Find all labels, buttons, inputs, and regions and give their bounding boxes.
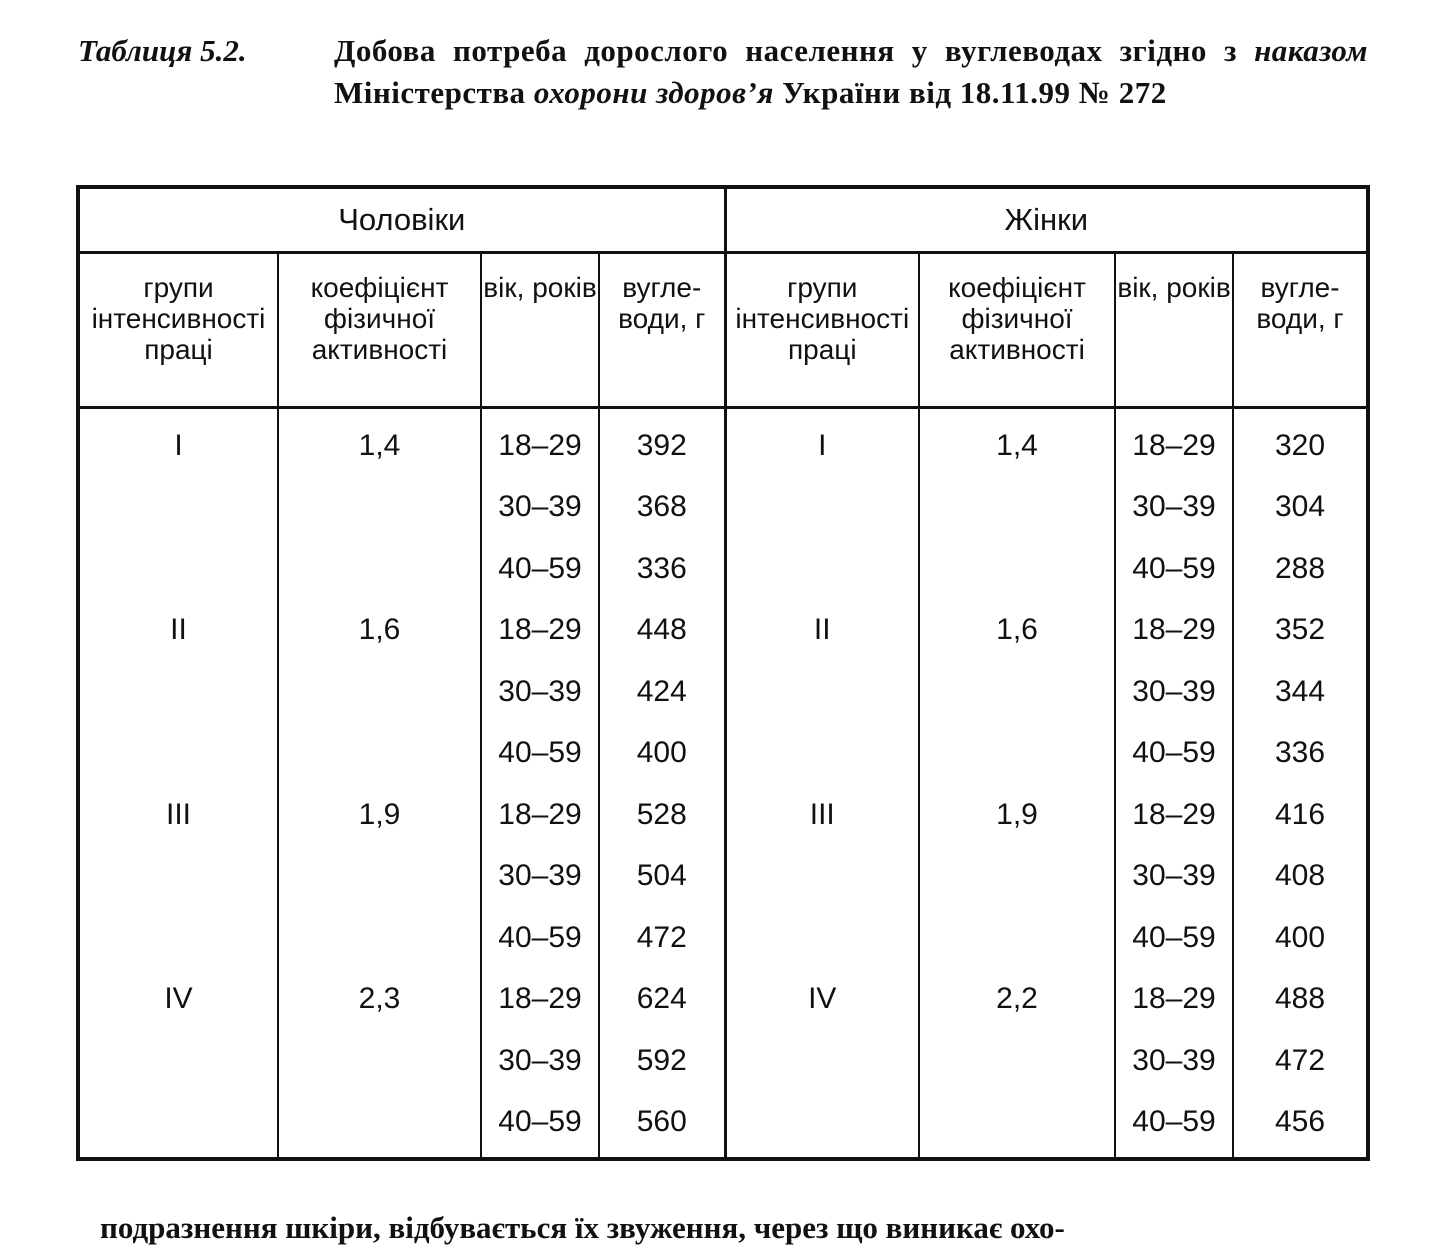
table-cell (725, 1092, 919, 1160)
table-cell (919, 538, 1115, 600)
table-cell (278, 907, 481, 969)
caption-text-part3: України від 18.11.99 № 272 (773, 75, 1167, 110)
table-cell: 488 (1274, 982, 1326, 1016)
caption-text-part1: Добова потреба дорослого населення у вуглеводах згідно з (334, 33, 1255, 68)
column-header: вуглеводи, г (1233, 253, 1368, 408)
column-header: групи інтенсивності праці (725, 253, 919, 408)
table-cell: 30–39 (1115, 846, 1233, 908)
table-caption (78, 30, 1368, 114)
table-row (78, 784, 1368, 846)
group-header-row (78, 187, 1368, 253)
table-cell: II (725, 600, 919, 662)
table-cell: 344 (1274, 674, 1326, 708)
table-cell: 416 (1274, 797, 1326, 831)
table-cell: I (725, 408, 919, 477)
table-row (78, 600, 1368, 662)
table-cell: 2,2 (919, 969, 1115, 1031)
table-cell: 18–29 (481, 784, 599, 846)
table-cell (78, 907, 278, 969)
table-cell: 40–59 (481, 907, 599, 969)
caption-text (334, 30, 1368, 114)
table-cell: 1,4 (278, 408, 481, 477)
table-cell: 304 (1274, 490, 1326, 524)
table-cell: 18–29 (1115, 600, 1233, 662)
table-cell: 40–59 (481, 538, 599, 600)
table-row (78, 907, 1368, 969)
table-cell: 472 (1274, 1043, 1326, 1077)
column-header: вік, років (1115, 253, 1233, 408)
column-header: вуглеводи, г (599, 253, 725, 408)
caption-text-italic1: наказом (1254, 33, 1368, 68)
group-header-men: Чоловіки (78, 187, 725, 253)
table-row (78, 1092, 1368, 1160)
table-cell: 336 (1274, 736, 1326, 770)
table-cell (278, 477, 481, 539)
table-cell (278, 661, 481, 723)
table-cell: II (78, 600, 278, 662)
table-cell: 408 (1274, 859, 1326, 893)
table-cell (278, 846, 481, 908)
table-row (78, 408, 1368, 477)
column-header: коефіцієнт фізичної активності (919, 253, 1115, 408)
table-row (78, 477, 1368, 539)
table-cell: 18–29 (481, 408, 599, 477)
table-cell: IV (78, 969, 278, 1031)
table-cell (78, 661, 278, 723)
table-cell (725, 661, 919, 723)
table-cell (919, 661, 1115, 723)
table-cell: 320 (1274, 428, 1326, 462)
table-row (78, 723, 1368, 785)
table-cell: 400 (599, 723, 725, 785)
table-cell: I (78, 408, 278, 477)
caption-label: Таблиця 5.2. (78, 33, 247, 68)
table-cell (78, 1030, 278, 1092)
table-cell: 18–29 (1115, 969, 1233, 1031)
table-cell: 400 (1274, 920, 1326, 954)
group-header-women: Жінки (725, 187, 1368, 253)
carbohydrate-table (76, 185, 1370, 1161)
table-cell: 40–59 (481, 1092, 599, 1160)
table-row (78, 661, 1368, 723)
table-cell (278, 1030, 481, 1092)
table-cell: 336 (599, 538, 725, 600)
caption-text-italic2: охорони здоров’я (533, 75, 774, 110)
table-cell (78, 538, 278, 600)
table-cell (78, 1092, 278, 1160)
table-cell: 40–59 (1115, 907, 1233, 969)
table-cell (725, 723, 919, 785)
table-cell: III (78, 784, 278, 846)
table-cell: 624 (599, 969, 725, 1031)
table-cell: 472 (599, 907, 725, 969)
caption-text-part2: Міністерства (334, 75, 534, 110)
column-header: групи інтенсивності праці (78, 253, 278, 408)
table-cell (919, 1030, 1115, 1092)
table-cell: 30–39 (1115, 661, 1233, 723)
table-cell: 30–39 (481, 846, 599, 908)
table-cell: 40–59 (1115, 538, 1233, 600)
table-cell (725, 907, 919, 969)
table-row (78, 538, 1368, 600)
table-cell: 18–29 (481, 969, 599, 1031)
table-cell: 424 (599, 661, 725, 723)
table-cell: 30–39 (481, 1030, 599, 1092)
table-cell: 504 (599, 846, 725, 908)
table-cell (278, 1092, 481, 1160)
table-row (78, 846, 1368, 908)
table-cell: 40–59 (1115, 1092, 1233, 1160)
table-cell: 18–29 (1115, 408, 1233, 477)
table-cell (919, 846, 1115, 908)
table-cell: 352 (1274, 613, 1326, 647)
table-cell (725, 477, 919, 539)
table-cell: 1,9 (919, 784, 1115, 846)
table-cell: 392 (599, 408, 725, 477)
table-cell: 18–29 (1115, 784, 1233, 846)
table-cell (725, 846, 919, 908)
table-cell: III (725, 784, 919, 846)
table-cell (919, 723, 1115, 785)
table-cell (919, 907, 1115, 969)
table-cell: 30–39 (481, 477, 599, 539)
table-cell: 30–39 (481, 661, 599, 723)
table-cell: IV (725, 969, 919, 1031)
table-cell (278, 538, 481, 600)
column-header: вік, років (481, 253, 599, 408)
table-row (78, 969, 1368, 1031)
table-row (78, 1030, 1368, 1092)
table-cell: 18–29 (481, 600, 599, 662)
table-cell: 368 (599, 477, 725, 539)
table-cell: 456 (1274, 1105, 1326, 1139)
table-cell: 528 (599, 784, 725, 846)
table-body (78, 408, 1368, 1160)
body-text-fragment: подразнення шкіри, відбувається їх звуження, через що виникає охо- (100, 1210, 1065, 1245)
table-cell: 2,3 (278, 969, 481, 1031)
table-cell (78, 846, 278, 908)
table-cell: 30–39 (1115, 477, 1233, 539)
table-cell: 1,6 (919, 600, 1115, 662)
table-cell (919, 1092, 1115, 1160)
column-header: коефіцієнт фізичної активності (278, 253, 481, 408)
table-cell: 288 (1274, 551, 1326, 585)
table-cell (278, 723, 481, 785)
table-cell: 1,6 (278, 600, 481, 662)
table-cell: 30–39 (1115, 1030, 1233, 1092)
table-cell: 1,9 (278, 784, 481, 846)
table-cell: 40–59 (1115, 723, 1233, 785)
table-cell (78, 477, 278, 539)
table-cell (78, 723, 278, 785)
table-cell: 448 (599, 600, 725, 662)
table-cell: 592 (599, 1030, 725, 1092)
table-cell: 560 (599, 1092, 725, 1160)
table-cell (725, 538, 919, 600)
table-cell (919, 477, 1115, 539)
table-cell (725, 1030, 919, 1092)
table-cell: 1,4 (919, 408, 1115, 477)
table-cell: 40–59 (481, 723, 599, 785)
column-header-row (78, 253, 1368, 408)
